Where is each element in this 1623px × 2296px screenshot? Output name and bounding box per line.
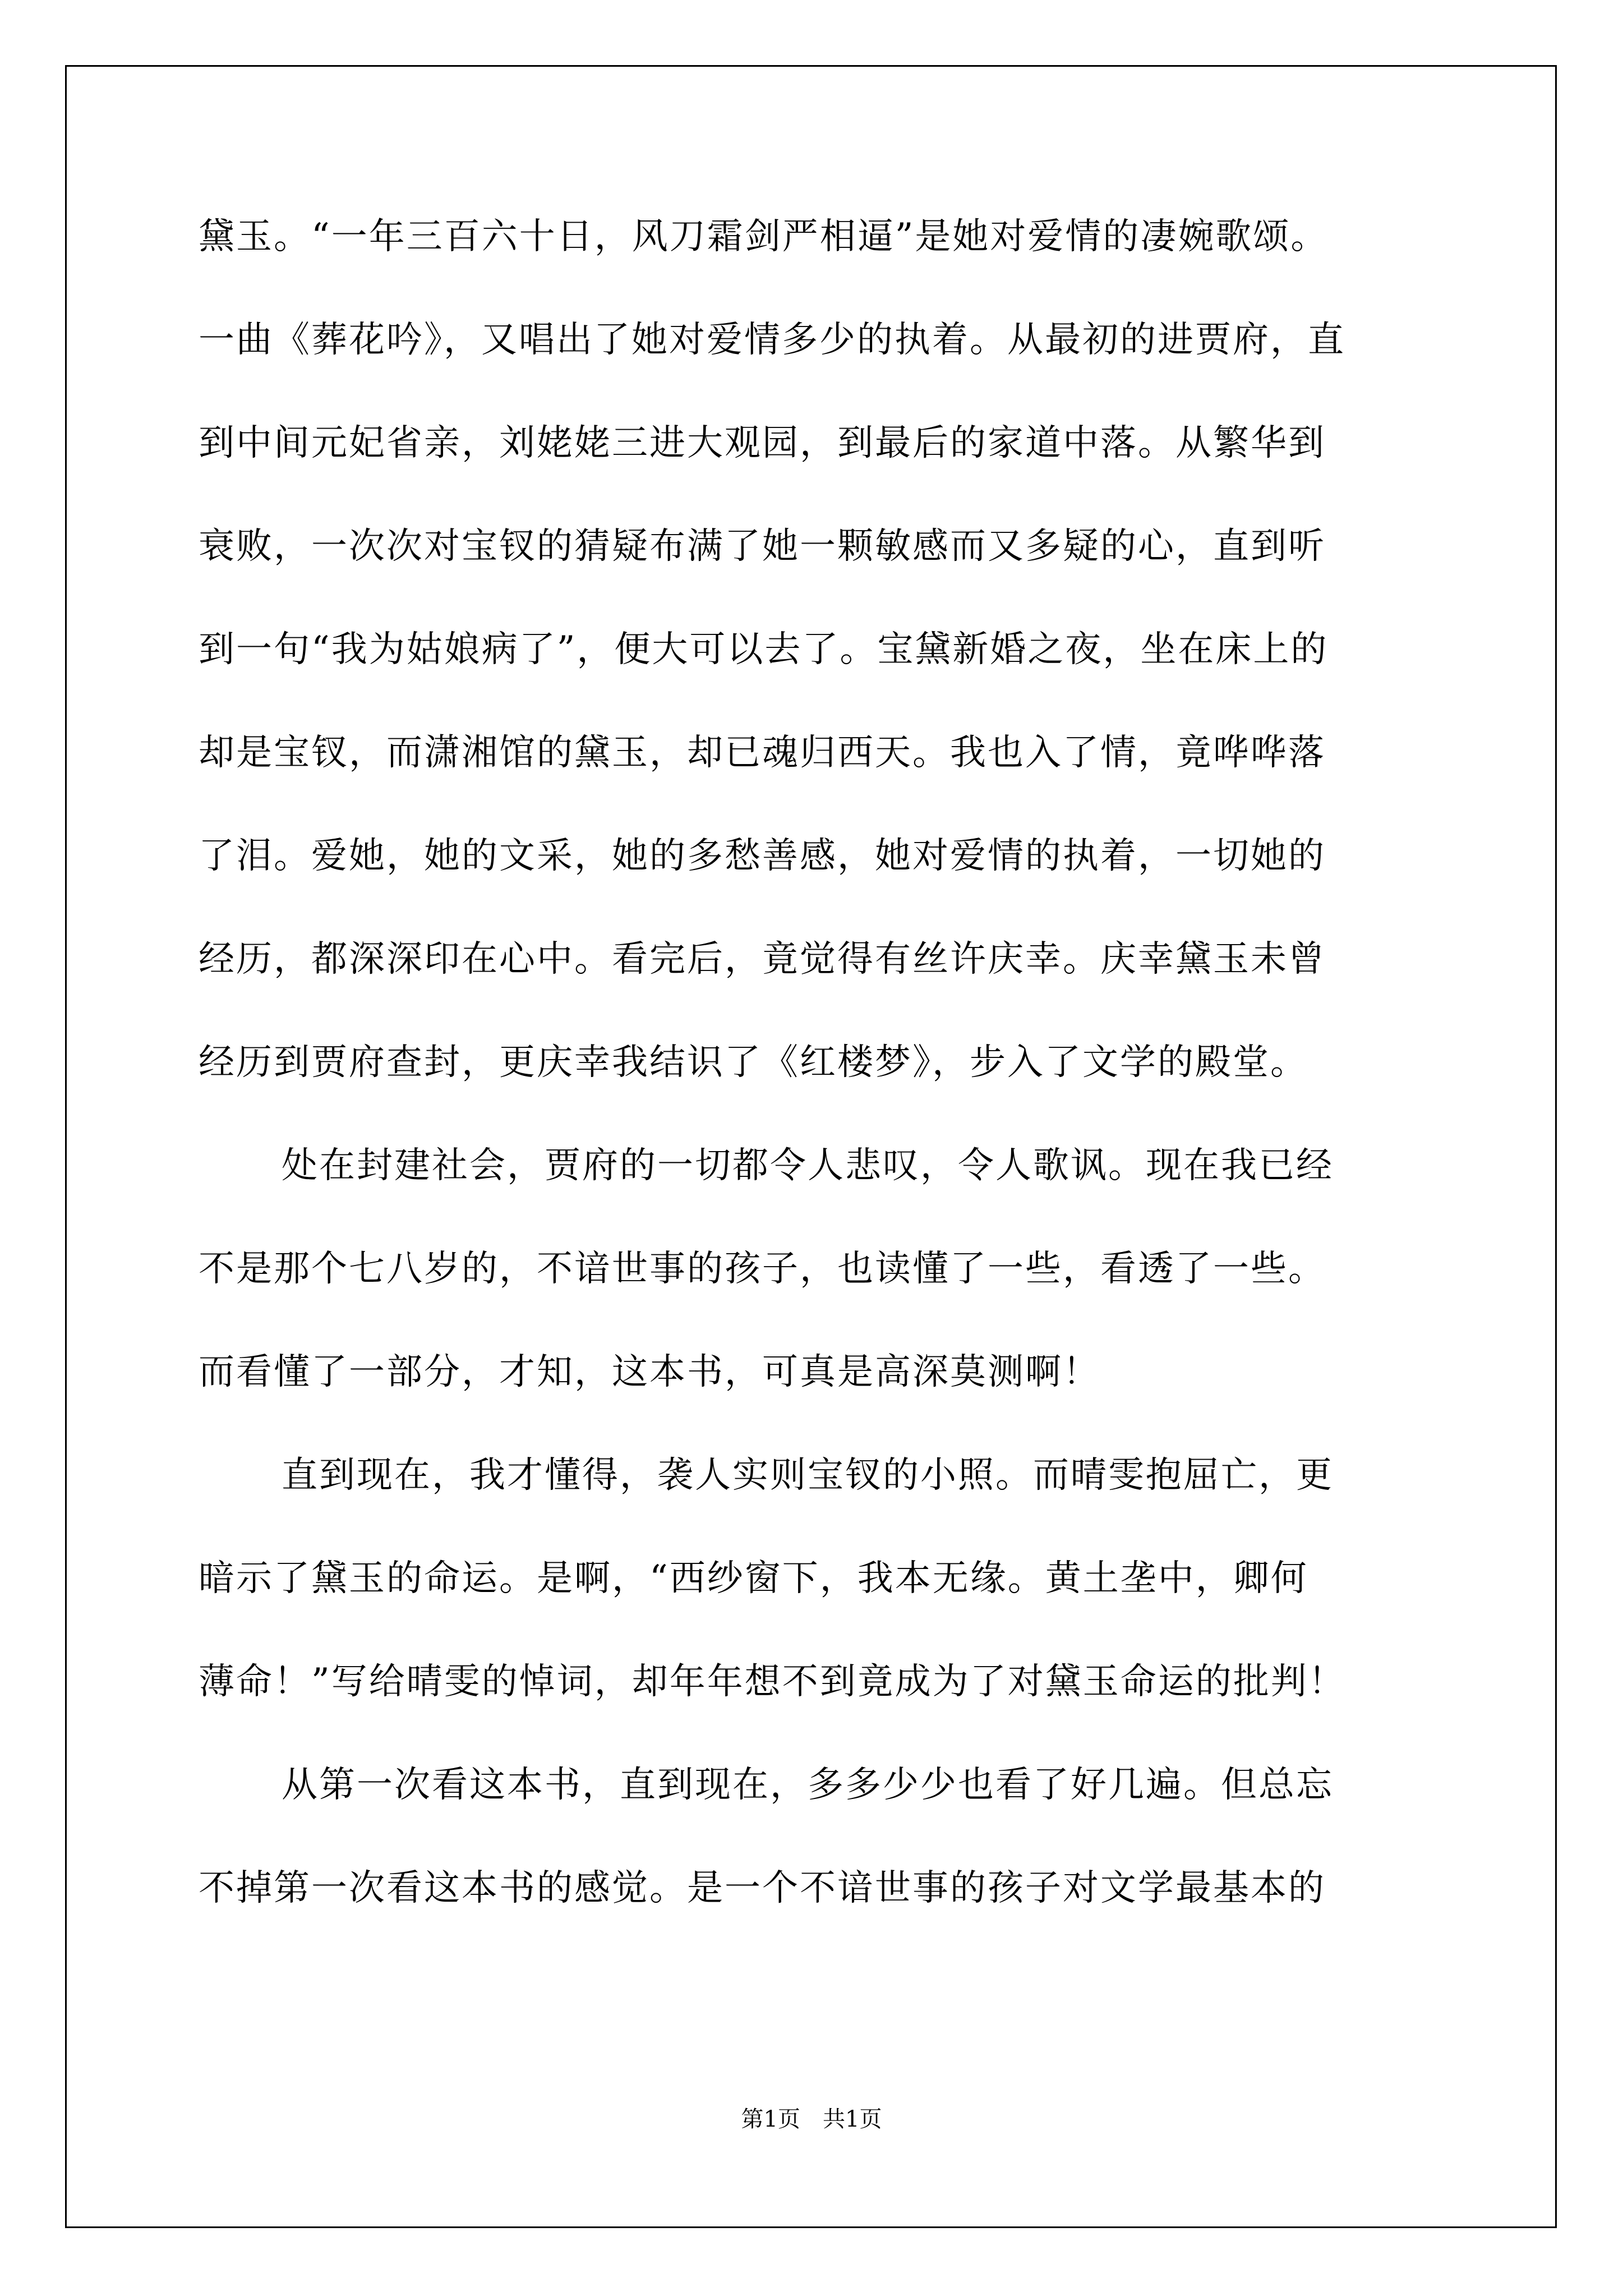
- text-line: 一曲《葬花吟》，又唱出了她对爱情多少的执着。从最初的进贾府，直: [199, 319, 1345, 361]
- paragraph-start-line: 处在封建社会，贾府的一切都令人悲叹，令人歌讽。现在我已经: [282, 1145, 1334, 1186]
- text-line: 经历到贾府查封，更庆幸我结识了《红楼梦》，步入了文学的殿堂。: [199, 1042, 1308, 1083]
- text-line: 不是那个七八岁的，不谙世事的孩子，也读懂了一些，看透了一些。: [199, 1248, 1326, 1290]
- page-number-total: 共1页: [823, 2106, 882, 2132]
- text-line: 黛玉。“一年三百六十日，风刀霜剑严相逼”是她对爱情的凄婉歌颂。: [199, 216, 1329, 257]
- text-line: 到中间元妃省亲，刘姥姥三进大观园，到最后的家道中落。从繁华到: [199, 422, 1326, 464]
- page-number-current: 第1页: [741, 2106, 800, 2132]
- page-footer: [0, 2102, 1623, 2136]
- paragraph-start-line: 直到现在，我才懂得，袭人实则宝钗的小照。而晴雯抱屈亡，更: [282, 1455, 1334, 1496]
- paragraph-start-line: 从第一次看这本书，直到现在，多多少少也看了好几遍。但总忘: [282, 1764, 1334, 1806]
- text-line: 衰败，一次次对宝钗的猜疑布满了她一颗敏感而又多疑的心，直到听: [199, 526, 1326, 567]
- text-line: 经历，都深深印在心中。看完后，竟觉得有丝许庆幸。庆幸黛玉未曾: [199, 938, 1326, 980]
- text-line: 不掉第一次看这本书的感觉。是一个不谙世事的孩子对文学最基本的: [199, 1867, 1326, 1909]
- text-line: 到一句“我为姑娘病了”，便大可以去了。宝黛新婚之夜，坐在床上的: [199, 629, 1329, 670]
- text-line: 薄命！”写给晴雯的悼词，却年年想不到竟成为了对黛玉命运的批判！: [199, 1661, 1346, 1703]
- text-line: 了泪。爱她，她的文采，她的多愁善感，她对爱情的执着，一切她的: [199, 835, 1326, 877]
- document-body: [199, 185, 1438, 1940]
- text-line: 而看懂了一部分，才知，这本书，可真是高深莫测啊！: [199, 1351, 1100, 1393]
- text-line: 却是宝钗，而潇湘馆的黛玉，却已魂归西天。我也入了情，竟哗哗落: [199, 732, 1326, 774]
- text-line: 暗示了黛玉的命运。是啊，“西纱窗下，我本无缘。黄土垄中，卿何: [199, 1558, 1308, 1599]
